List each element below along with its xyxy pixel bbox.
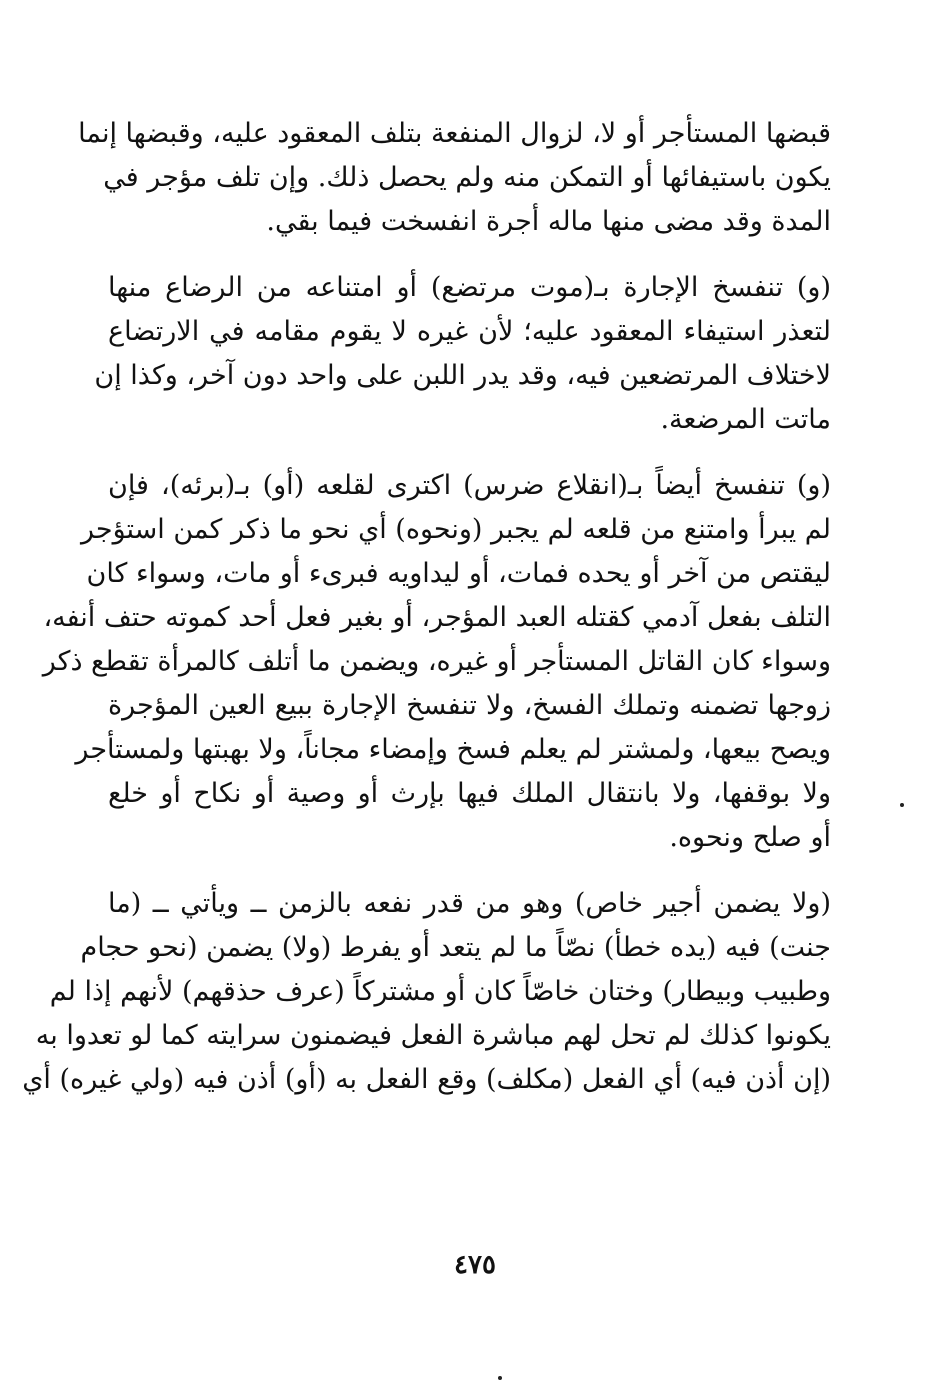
text-line: (إن أذن فيه) أي الفعل (مكلف) وقع الفعل به (أو) أذن فيه (ولي غيره) أي [22,1064,831,1095]
page-number: ٤٧٥ [454,1250,496,1280]
text-line: (و) تنفسخ الإجارة بـ(موت مرتضع) أو امتناعه من الرضاع منها [108,272,831,303]
scan-speck [900,803,904,807]
text-line: التلف بفعل آدمي كقتله العبد المؤجر، أو بغير فعل أحد كموته حتف أنفه، [43,602,831,633]
text-line: جنت) فيه (يده خطأ) نصّاً ما لم يتعد أو يفرط (ولا) يضمن (نحو حجام [80,932,831,963]
text-line: ولا بوقفها، ولا بانتقال الملك فيها بإرث أو وصية أو نكاح أو خلع [108,778,831,809]
paragraph-4 [22,882,831,1102]
text-line: زوجها تضمنه وتملك الفسخ، ولا تنفسخ الإجارة ببيع العين المؤجرة [108,690,831,721]
text-line: يكونوا كذلك لم تحل لهم مباشرة الفعل فيضمنون سرايته كما لو تعدوا به [35,1020,831,1051]
paragraph-1 [78,112,831,244]
text-line: لتعذر استيفاء المعقود عليه؛ لأن غيره لا يقوم مقامه في الارتضاع [108,316,831,347]
text-line: المدة وقد مضى منها ماله أجرة انفسخت فيما بقي. [266,206,831,237]
paragraph-2 [94,266,831,442]
text-line: قبضها المستأجر أو لا، لزوال المنفعة بتلف المعقود عليه، وقبضها إنما [78,118,831,149]
scan-speck [498,1376,502,1380]
page-body [22,112,831,1102]
text-line: أو صلح ونحوه. [669,822,831,853]
text-line: وطبيب وبيطار) وختان خاصّاً كان أو مشتركاً (عرف حذقهم) لأنهم إذا لم [49,976,831,1007]
text-line: لاختلاف المرتضعين فيه، وقد يدر اللبن على واحد دون آخر، وكذا إن [94,360,831,391]
text-line: لم يبرأ وامتنع من قلعه لم يجبر (ونحوه) أي نحو ما ذكر كمن استؤجر [80,514,831,545]
text-line: يكون باستيفائها أو التمكن منه ولم يحصل ذلك. وإن تلف مؤجر في [103,162,831,193]
text-line: (و) تنفسخ أيضاً بـ(انقلاع ضرس) اكترى لقلعه (أو) بـ(برئه)، فإن [108,470,831,501]
text-line: (ولا يضمن أجير خاص) وهو من قدر نفعه بالزمن ــ ويأتي ــ (ما [108,888,831,919]
text-line: وسواء كان القاتل المستأجر أو غيره، ويضمن ما أتلف كالمرأة تقطع ذكر [42,646,831,677]
text-line: ليقتص من آخر أو يحده فمات، أو ليداويه فبرىء أو مات، وسواء كان [86,558,831,589]
paragraph-3 [42,464,831,860]
text-line: ويصح بيعها، ولمشتر لم يعلم فسخ وإمضاء مجاناً، ولا بهبتها ولمستأجر [75,734,831,765]
text-line: ماتت المرضعة. [660,404,831,435]
